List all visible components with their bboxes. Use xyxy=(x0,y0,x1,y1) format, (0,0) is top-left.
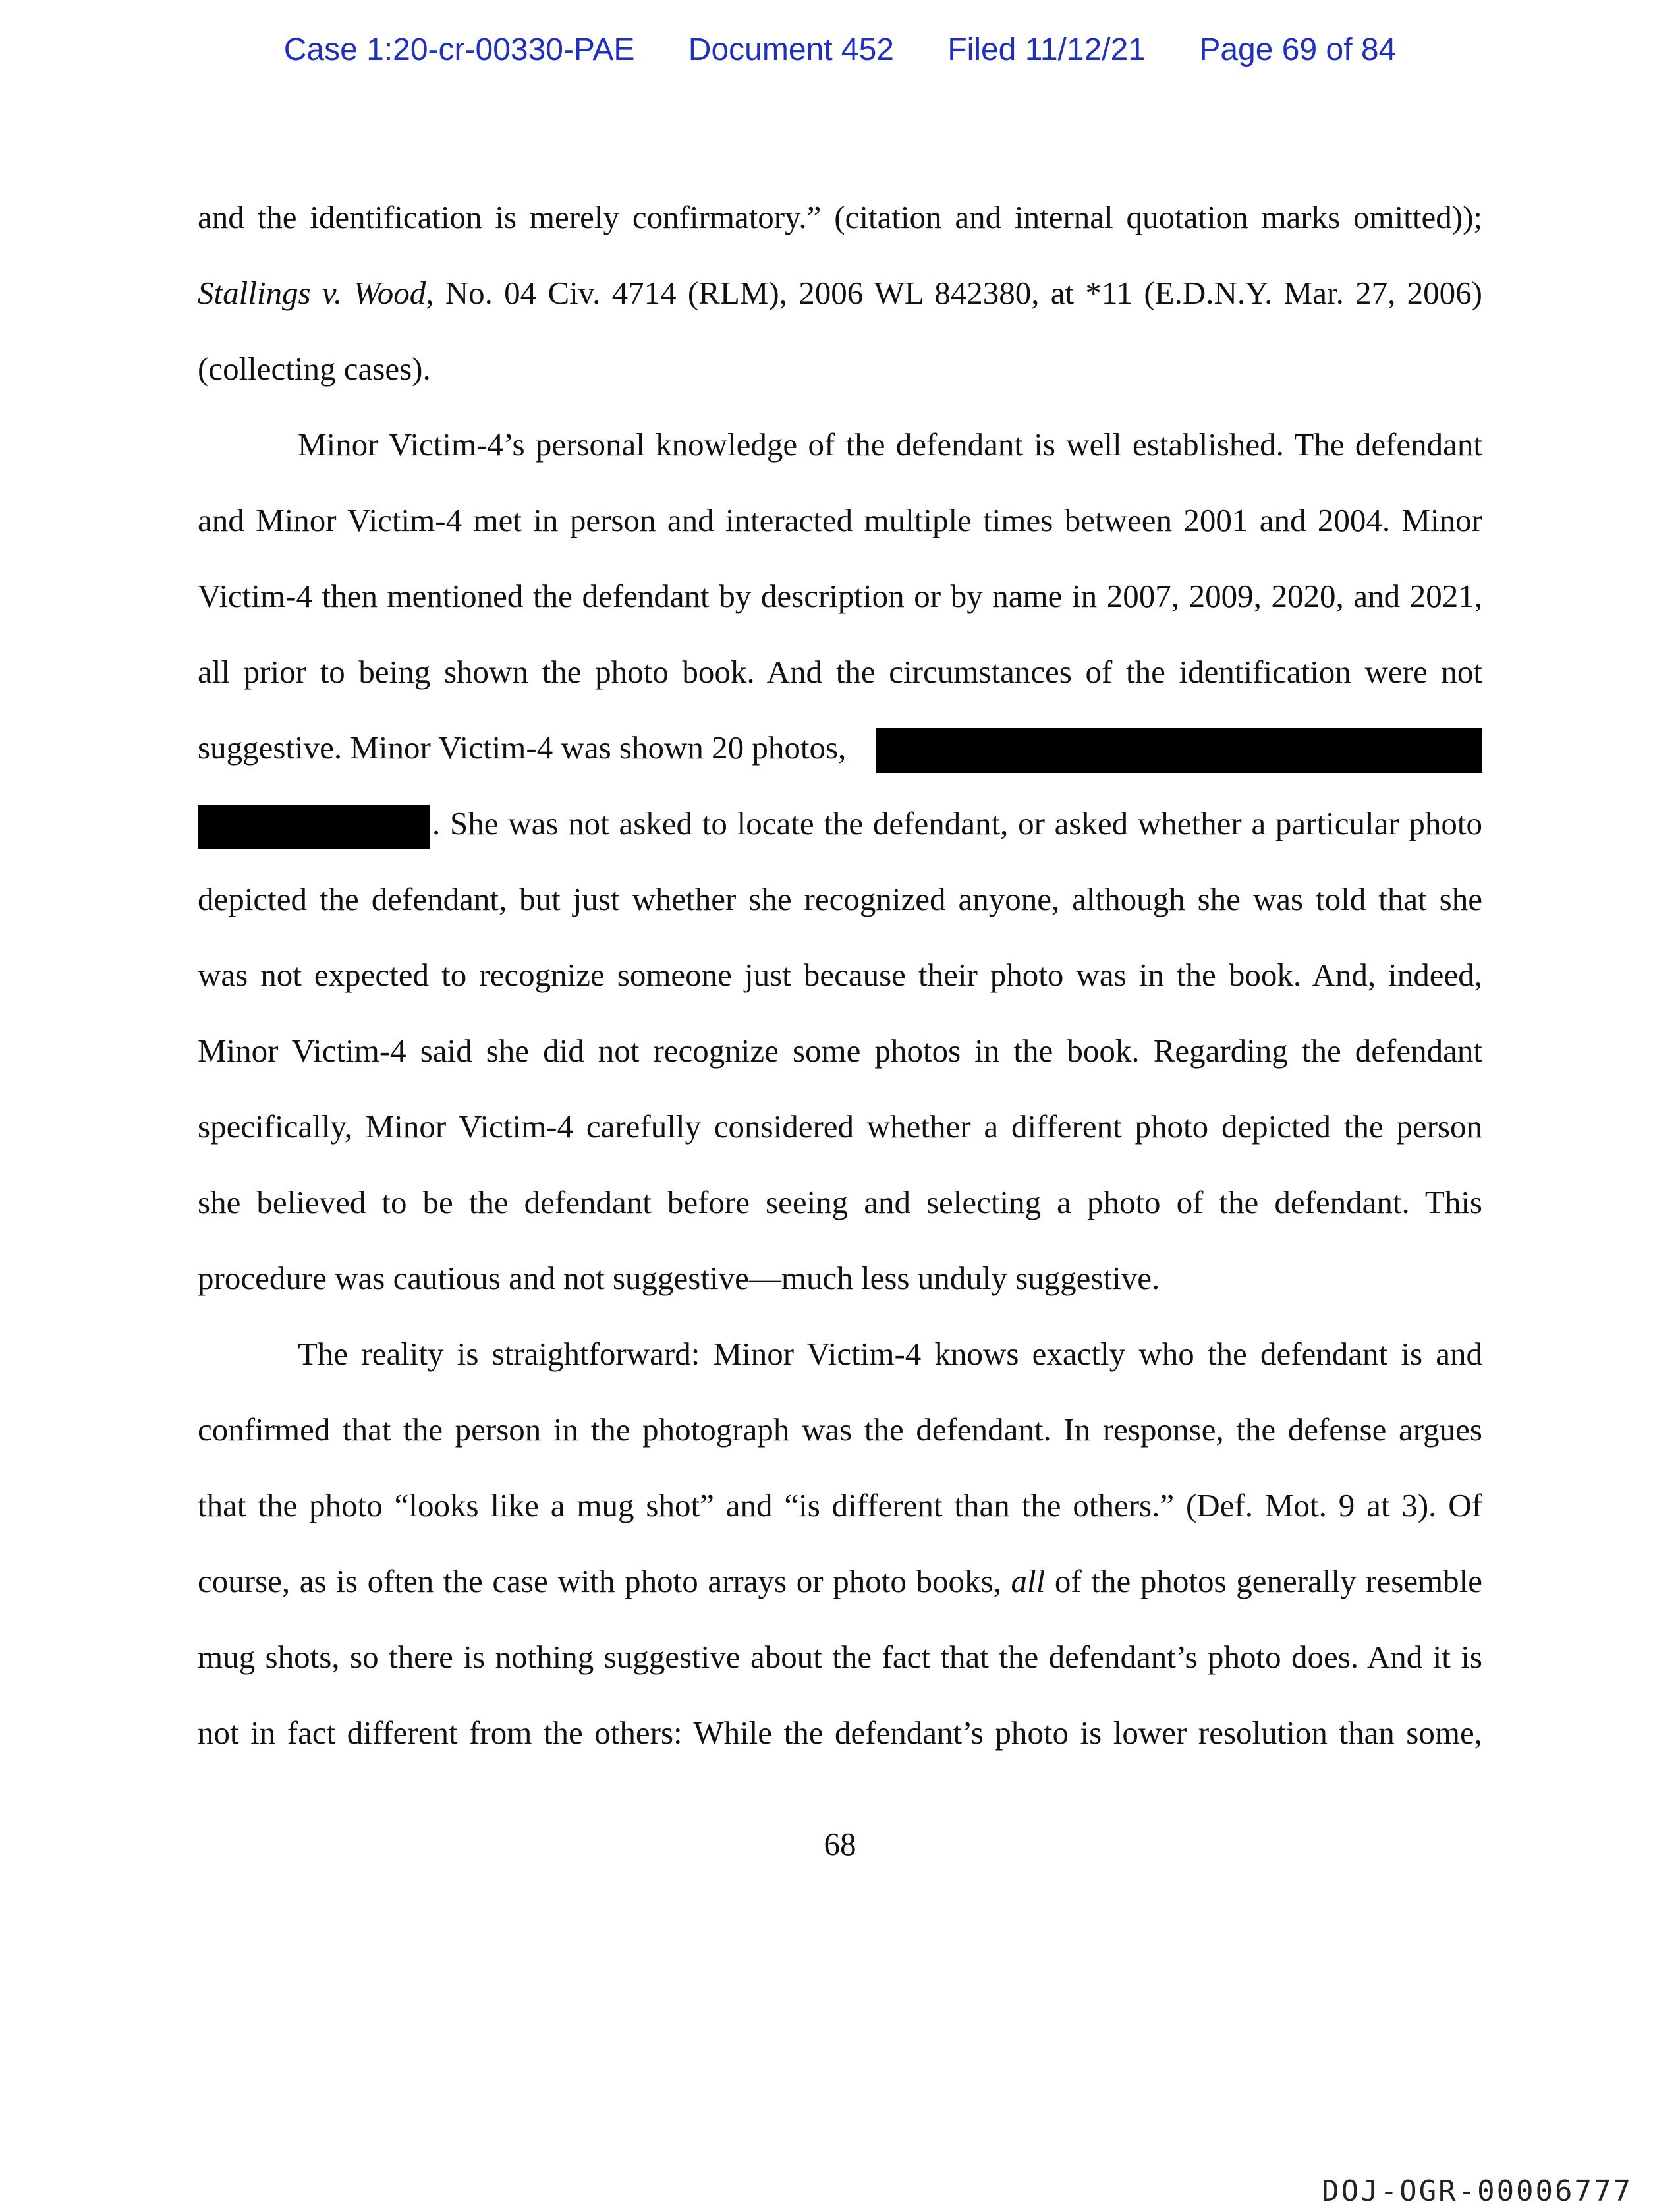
text-line: was not expected to recognize someone just because their photo was in the book. And, indeed, xyxy=(198,957,1482,993)
text-line: mug shots, so there is nothing suggestive about the fact that the defendant’s photo does. And it is xyxy=(198,1639,1482,1675)
page-of-total: Page 69 of 84 xyxy=(1199,32,1397,67)
text-line: she believed to be the defendant before seeing and selecting a photo of the defendant. This xyxy=(198,1184,1482,1220)
text-line: specifically, Minor Victim-4 carefully considered whether a different photo depicted the person xyxy=(198,1108,1482,1145)
page-number: 68 xyxy=(824,1826,856,1862)
text-line: course, as is often the case with photo arrays or photo books, all of the photos generally resemble xyxy=(198,1563,1483,1599)
ecf-filing-header xyxy=(0,32,1680,68)
case-number: Case 1:20-cr-00330-PAE xyxy=(283,32,635,67)
text-line: Victim-4 then mentioned the defendant by description or by name in 2007, 2009, 2020, and 2021, xyxy=(198,578,1482,614)
emphasis-text: all xyxy=(1011,1563,1046,1599)
text-line: Minor Victim-4 said she did not recognize some photos in the book. Regarding the defendant xyxy=(198,1033,1482,1069)
text-line: Stallings v. Wood, No. 04 Civ. 4714 (RLM), 2006 WL 842380, at *11 (E.D.N.Y. Mar. 27, 2006) xyxy=(198,275,1482,311)
text-line: procedure was cautious and not suggestive—much less unduly suggestive. xyxy=(198,1260,1160,1296)
case-citation: Stallings v. Wood xyxy=(198,275,426,311)
text-line: and Minor Victim-4 met in person and interacted multiple times between 2001 and 2004. Minor xyxy=(198,502,1482,538)
paragraph-start-line: The reality is straightforward: Minor Victim-4 knows exactly who the defendant is and xyxy=(298,1336,1482,1372)
text-line: (collecting cases). xyxy=(198,351,431,387)
text-line: suggestive. Minor Victim-4 was shown 20 photos, xyxy=(198,728,1482,768)
paragraph-start-line: Minor Victim-4’s personal knowledge of the defendant is well established. The defendant xyxy=(298,426,1482,463)
redaction-block xyxy=(876,728,1482,773)
redaction-block xyxy=(198,805,430,849)
filed-date: Filed 11/12/21 xyxy=(947,32,1146,67)
text-line: that the photo “looks like a mug shot” and “is different than the others.” (Def. Mot. 9 at 3). Of xyxy=(198,1487,1482,1523)
text-line: depicted the defendant, but just whether she recognized anyone, although she was told that she xyxy=(198,881,1482,917)
text-line: all prior to being shown the photo book. And the circumstances of the identification were not xyxy=(198,654,1482,690)
text-line: confirmed that the person in the photograph was the defendant. In response, the defense argues xyxy=(198,1411,1482,1448)
text-line: . She was not asked to locate the defendant, or asked whether a particular photo xyxy=(198,804,1482,843)
bates-number: DOJ-OGR-00006777 xyxy=(1322,2174,1633,2208)
text-line: not in fact different from the others: While the defendant’s photo is lower resolution than some, xyxy=(198,1715,1482,1751)
document-number: Document 452 xyxy=(688,32,894,67)
text-line: and the identification is merely confirmatory.” (citation and internal quotation marks omitted)); xyxy=(198,199,1482,235)
